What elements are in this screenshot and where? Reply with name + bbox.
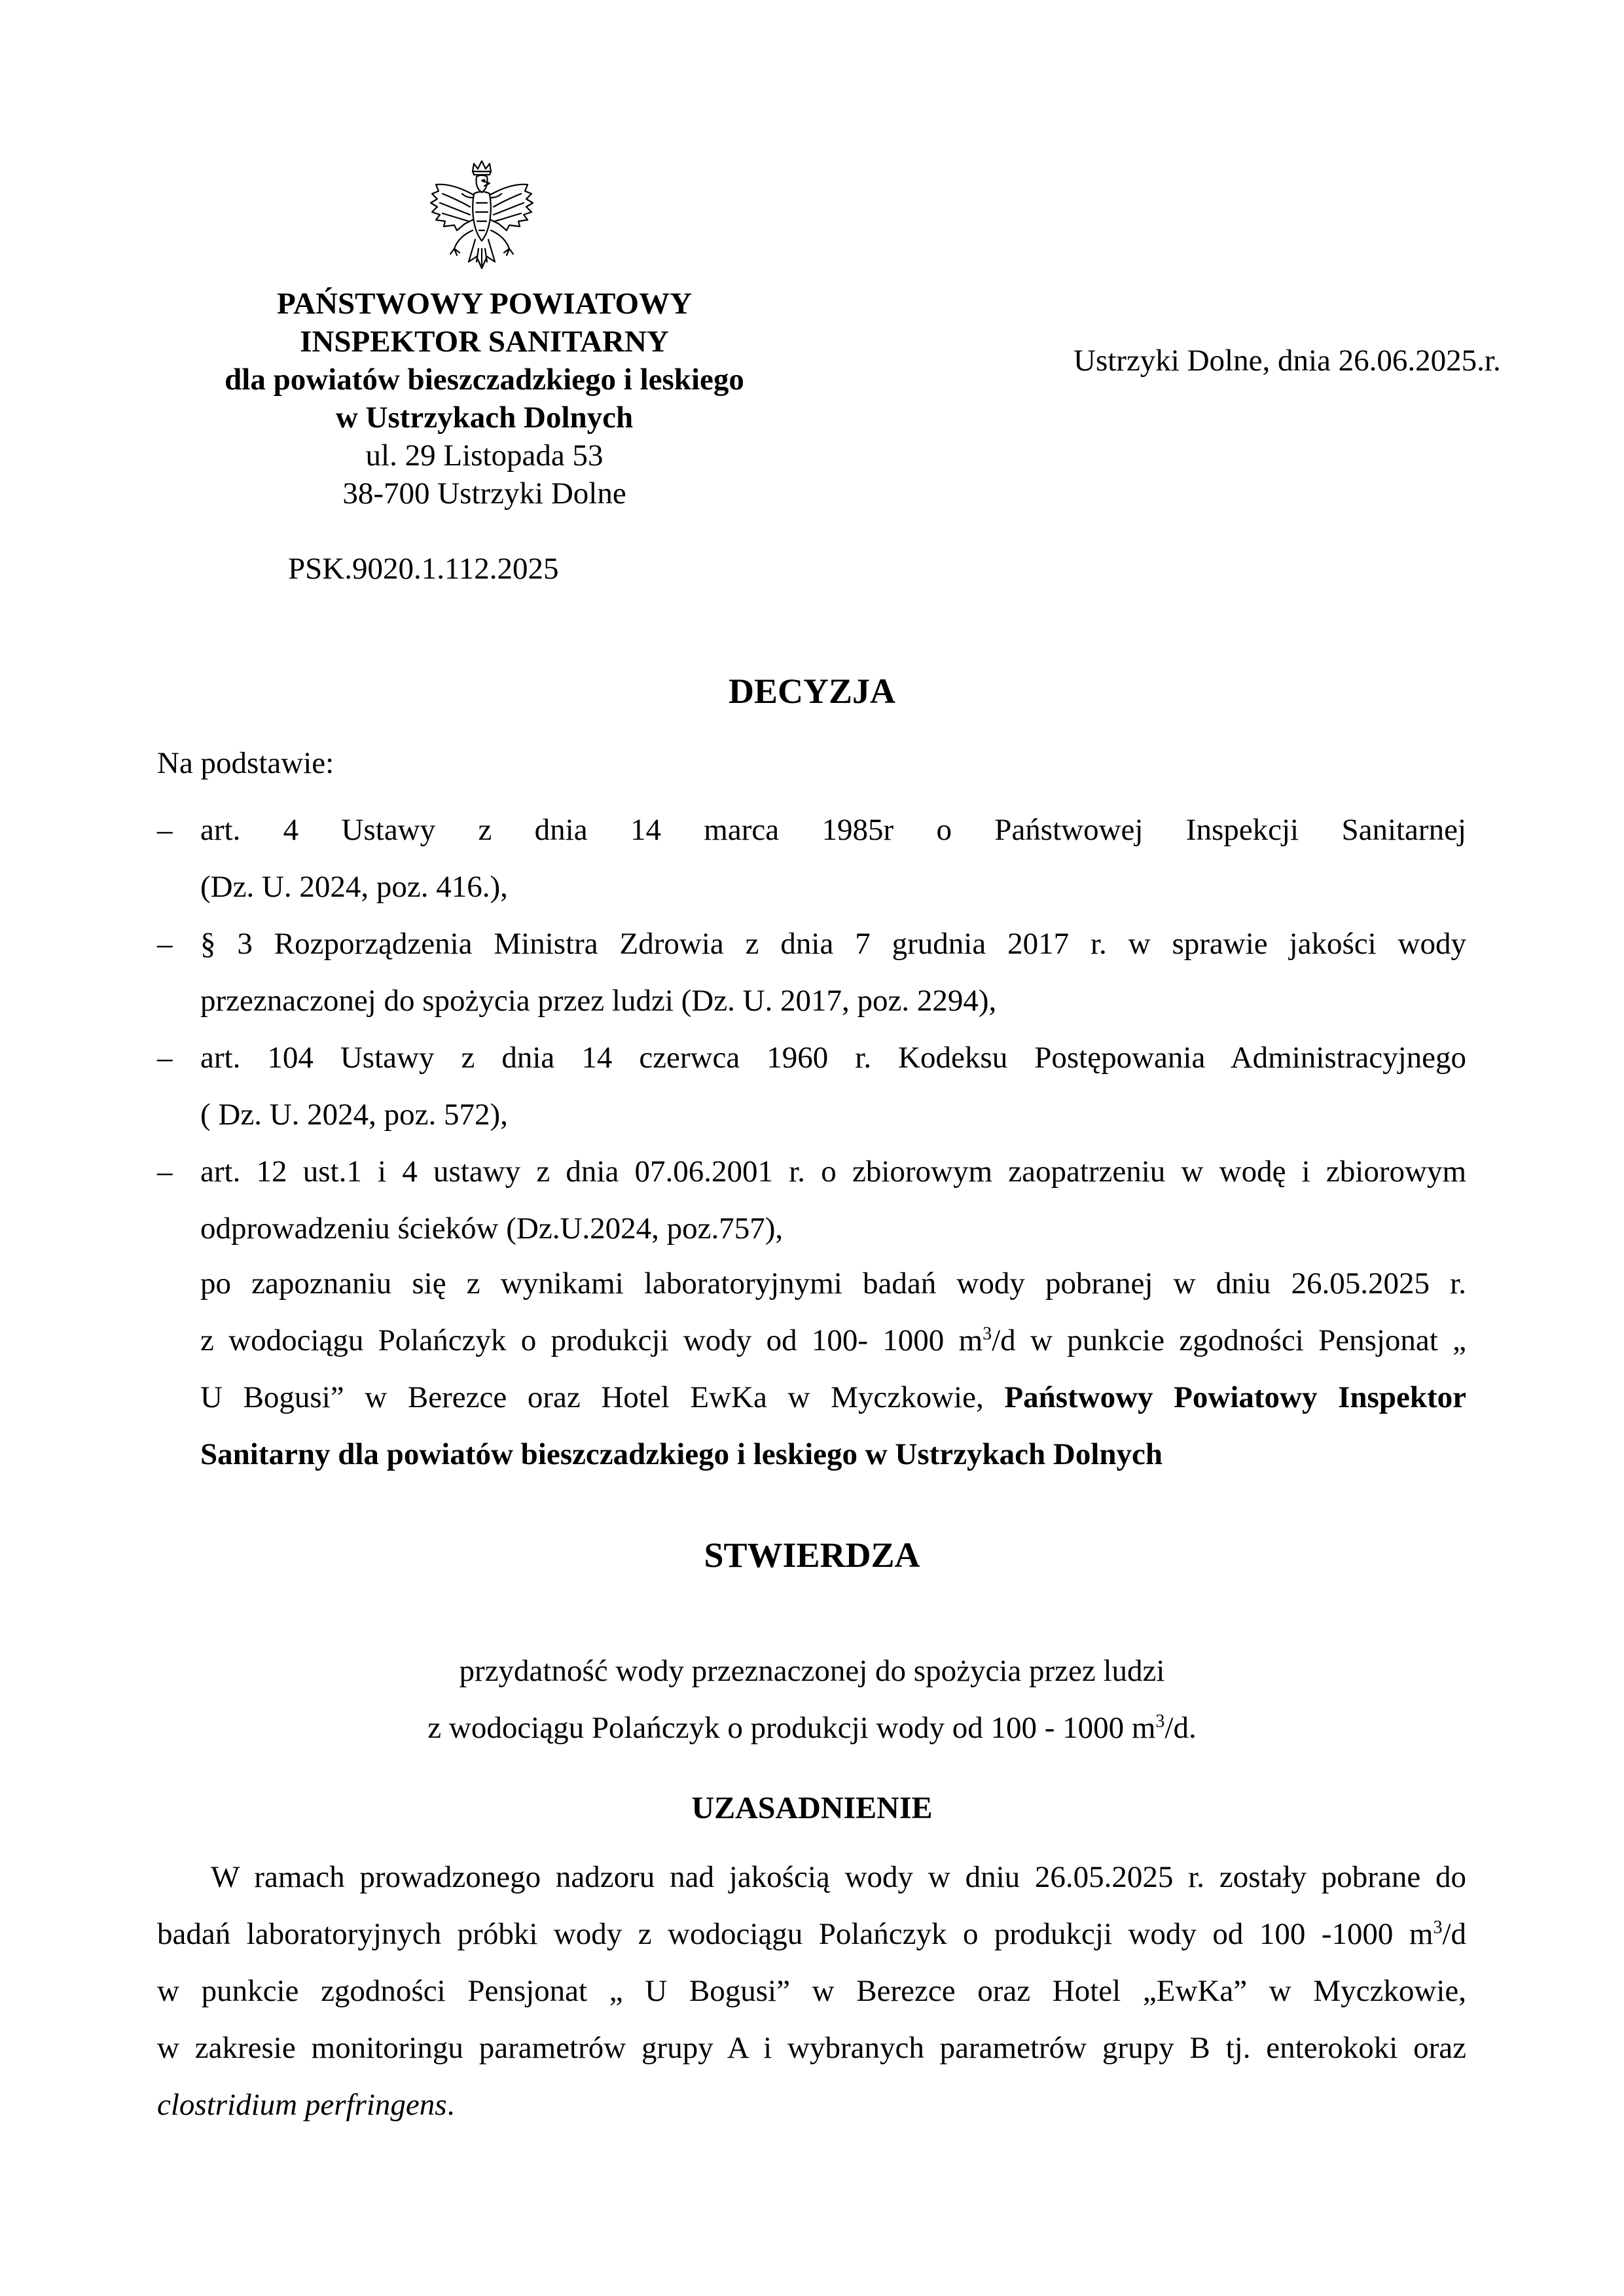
paragraph-line <box>200 1312 1466 1369</box>
list-item-line: art. 12 ust.1 i 4 ustawy z dnia 07.06.2001 r. o zbiorowym zaopatrzeniu w wodę i zbiorowym <box>200 1155 1466 1189</box>
polish-eagle-emblem-icon <box>416 157 547 288</box>
decision-paragraph <box>200 1255 1466 1483</box>
paragraph-text: z wodociągu Polańczyk o produkcji wody od 100- 1000 m <box>200 1323 983 1357</box>
list-item-line: przeznaczonej do spożycia przez ludzi (Dz. U. 2017, poz. 2294), <box>200 984 997 1018</box>
list-dash: – <box>157 1155 173 1189</box>
paragraph-line: w zakresie monitoringu parametrów grupy A i wybranych parametrów grupy B tj. enterokoki oraz <box>157 2031 1466 2065</box>
italic-term: clostridium perfringens <box>157 2088 447 2122</box>
justification-paragraph <box>157 1849 1466 2134</box>
paragraph-line: w punkcie zgodności Pensjonat „ U Bogusi” w Berezce oraz Hotel „EwKa” w Myczkowie, <box>157 1974 1466 2008</box>
paragraph-line <box>200 1369 1466 1426</box>
decision-title: DECYZJA <box>728 672 896 711</box>
authority-address-city: 38-700 Ustrzyki Dolne <box>342 476 626 511</box>
authority-name-line3: dla powiatów bieszczadzkiego i leskiego <box>225 363 744 397</box>
paragraph-text: /d w punkcie zgodności Pensjonat „ <box>992 1323 1466 1357</box>
list-dash: – <box>157 1041 173 1075</box>
paragraph-line: po zapoznaniu się z wynikami laboratoryjnymi badań wody pobranej w dniu 26.05.2025 r. <box>200 1266 1466 1300</box>
list-item <box>157 916 1466 1030</box>
justification-title: UZASADNIENIE <box>691 1791 933 1825</box>
authority-name-line2: INSPEKTOR SANITARNY <box>300 325 669 359</box>
paragraph-text: /d <box>1442 1917 1466 1951</box>
list-item-line: ( Dz. U. 2024, poz. 572), <box>200 1098 508 1132</box>
place-and-date: Ustrzyki Dolne, dnia 26.06.2025.r. <box>1074 344 1501 378</box>
paragraph-line: Sanitarny dla powiatów bieszczadzkiego i leskiego w Ustrzykach Dolnych <box>200 1437 1163 1471</box>
finding-text-part: z wodociągu Polańczyk o produkcji wody od 100 - 1000 m <box>427 1711 1156 1745</box>
superscript: 3 <box>983 1323 992 1344</box>
list-item <box>157 1030 1466 1143</box>
list-item-line: art. 4 Ustawy z dnia 14 marca 1985r o Państwowej Inspekcji Sanitarnej <box>200 813 1466 847</box>
paragraph-text: badań laboratoryjnych próbki wody z wodociągu Polańczyk o produkcji wody od 100 -1000 m <box>157 1917 1434 1951</box>
list-item-line: art. 104 Ustawy z dnia 14 czerwca 1960 r. Kodeksu Postępowania Administracyjnego <box>200 1041 1466 1075</box>
legal-basis-intro: Na podstawie: <box>157 746 334 780</box>
paragraph-text: . <box>446 2088 455 2122</box>
authority-bold-text: Państwowy Powiatowy Inspektor <box>1004 1380 1466 1414</box>
issuing-authority-block <box>164 285 805 512</box>
case-number: PSK.9020.1.112.2025 <box>288 552 559 586</box>
paragraph-text: U Bogusi” w Berezce oraz Hotel EwKa w Myczkowie, <box>200 1380 1005 1414</box>
finding-title: STWIERDZA <box>704 1535 920 1575</box>
paragraph-line <box>157 1906 1466 1963</box>
list-item-line: (Dz. U. 2024, poz. 416.), <box>200 870 508 904</box>
finding-text <box>0 1643 1624 1757</box>
finding-line <box>0 1700 1624 1757</box>
list-item <box>157 802 1466 916</box>
paragraph-line <box>157 2077 1466 2134</box>
finding-text-part: /d. <box>1164 1711 1197 1745</box>
list-item <box>157 1143 1466 1257</box>
list-item-line: § 3 Rozporządzenia Ministra Zdrowia z dnia 7 grudnia 2017 r. w sprawie jakości wody <box>200 927 1466 961</box>
authority-address-street: ul. 29 Listopada 53 <box>365 439 604 473</box>
list-dash: – <box>157 813 173 847</box>
list-item-line: odprowadzeniu ścieków (Dz.U.2024, poz.757), <box>200 1211 784 1246</box>
paragraph-line: W ramach prowadzonego nadzoru nad jakością wody w dniu 26.05.2025 r. zostały pobrane do <box>211 1860 1466 1894</box>
authority-name-line1: PAŃSTWOWY POWIATOWY <box>276 287 693 321</box>
superscript: 3 <box>1155 1711 1165 1732</box>
finding-line: przydatność wody przeznaczonej do spożycia przez ludzi <box>459 1654 1165 1688</box>
authority-name-line4: w Ustrzykach Dolnych <box>335 401 634 435</box>
superscript: 3 <box>1433 1917 1443 1938</box>
list-dash: – <box>157 927 173 961</box>
legal-basis-list <box>157 802 1466 1257</box>
